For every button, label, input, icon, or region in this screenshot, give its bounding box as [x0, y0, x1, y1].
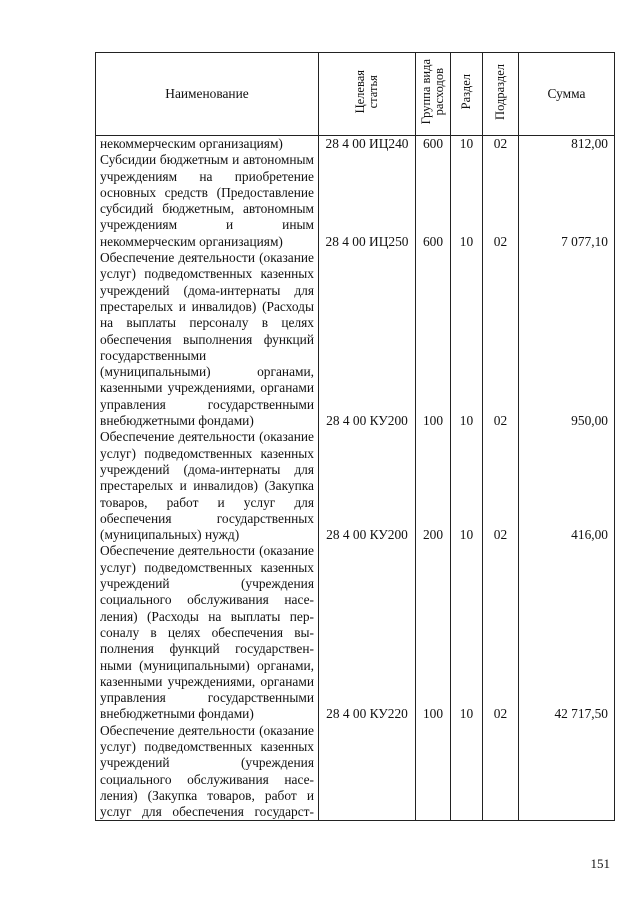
row-target-article: 28 4 00 КУ200	[319, 429, 416, 543]
row-subsection: 02	[483, 250, 519, 429]
row-section: 10	[451, 136, 483, 153]
row-section: 10	[451, 152, 483, 250]
row-expense-group: 600	[416, 152, 451, 250]
row-subsection: 02	[483, 152, 519, 250]
row-section: 10	[451, 543, 483, 722]
table-row	[96, 136, 615, 153]
header-target-article	[319, 53, 416, 136]
row-section	[451, 723, 483, 821]
row-target-article: 28 4 00 ИЦ240	[319, 136, 416, 153]
row-sum: 812,00	[519, 136, 615, 153]
row-expense-group: 200	[416, 429, 451, 543]
row-name: Обеспечение деятельности (оказание услуг) подведомственных казенных учреждений (дома-интернаты для престарелых и инвалидов) (Расходы на выплаты персоналу в целях обеспечения выполнения функций государственными (муниципальными) органами, казенными учреждениями, органами управления государственными внебюджетными фондами)	[96, 250, 319, 429]
header-sum: Сумма	[519, 53, 615, 136]
row-subsection: 02	[483, 136, 519, 153]
row-name: Субсидии бюджетным и автономным учреждениям на приобретение основных средств (Предоставление субсидий бюджетным, автономным учреждениям и иным некоммерческим организациям)	[96, 152, 319, 250]
table-row	[96, 250, 615, 429]
table-row	[96, 152, 615, 250]
table-row	[96, 429, 615, 543]
header-expense-group-label: Группа вида расходов	[419, 59, 446, 125]
header-section-label: Раздел	[459, 74, 473, 110]
row-subsection	[483, 723, 519, 821]
row-expense-group: 100	[416, 543, 451, 722]
row-sum: 416,00	[519, 429, 615, 543]
row-subsection: 02	[483, 543, 519, 722]
row-name: некоммерческим организациям)	[96, 136, 319, 153]
row-expense-group: 600	[416, 136, 451, 153]
row-sum	[519, 723, 615, 821]
header-name: Наименование	[96, 53, 319, 136]
row-sum: 42 717,50	[519, 543, 615, 722]
row-sum: 950,00	[519, 250, 615, 429]
row-expense-group: 100	[416, 250, 451, 429]
row-sum: 7 077,10	[519, 152, 615, 250]
header-expense-group	[416, 53, 451, 136]
header-section	[451, 53, 483, 136]
header-subsection-label: Подраздел	[493, 63, 507, 120]
table-row	[96, 723, 615, 821]
row-section: 10	[451, 250, 483, 429]
budget-table	[95, 52, 615, 821]
row-section: 10	[451, 429, 483, 543]
row-target-article: 28 4 00 КУ220	[319, 543, 416, 722]
row-target-article: 28 4 00 ИЦ250	[319, 152, 416, 250]
table-header-row	[96, 53, 615, 136]
row-expense-group	[416, 723, 451, 821]
row-name: Обеспечение деятельности (оказание услуг) подведомственных казенных учреждений (дома-интернаты для престарелых и инвалидов) (Закупка товаров, работ и услуг для обеспечения государственных (муниципальных) нужд)	[96, 429, 319, 543]
header-subsection	[483, 53, 519, 136]
row-target-article	[319, 723, 416, 821]
table-row	[96, 543, 615, 722]
row-subsection: 02	[483, 429, 519, 543]
row-name: Обеспечение деятельности (оказание услуг) подведомственных казенных учреждений (учреждения социального обслуживания населения) (Закупка товаров, работ и услуг для обеспечения государст-	[96, 723, 319, 821]
row-name: Обеспечение деятельности (оказание услуг) подведомственных казенных учреждений (учреждения социального обслуживания населения) (Расходы на выплаты персоналу в целях обеспечения выполнения функций государственными (муниципальными) органами, казенными учреждениями, органами управления государственными внебюджетными фондами)	[96, 543, 319, 722]
row-target-article: 28 4 00 КУ200	[319, 250, 416, 429]
page-number: 151	[590, 856, 610, 871]
header-target-article-label: Целевая статья	[353, 70, 380, 114]
